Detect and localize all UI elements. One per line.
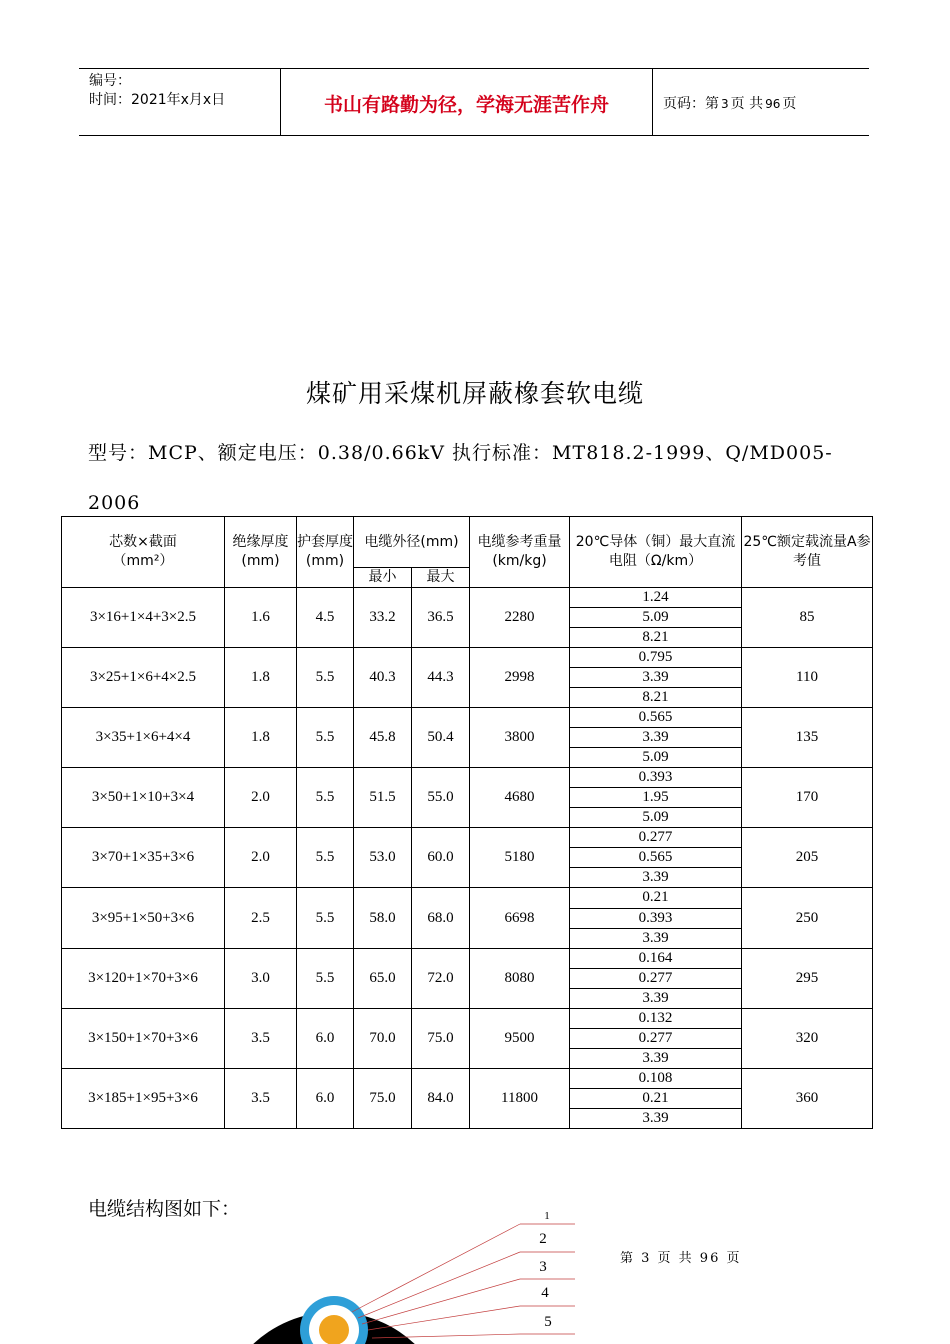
cell-resistance: 0.277 [570,828,742,848]
cell-resistance: 0.795 [570,648,742,668]
document-number-label: 编号： [89,73,131,89]
cell-core-section: 3×95+1×50+3×6 [62,888,225,948]
cell-resistance: 0.132 [570,1008,742,1028]
cell-resistance: 1.24 [570,588,742,608]
cell-weight: 6698 [470,888,570,948]
cell-core-section: 3×35+1×6+4×4 [62,708,225,768]
diagram-label-4: 4 [541,1285,549,1301]
cell-current: 320 [742,1008,873,1068]
cell-sheath: 5.5 [297,768,354,828]
page-number: 3 [721,97,729,111]
header-diameter-max: 最大 [412,568,470,588]
cell-resistance: 3.39 [570,868,742,888]
cell-sheath: 5.5 [297,948,354,1008]
header-current: 25℃额定载流量A参考值 [742,517,873,588]
cell-resistance: 1.95 [570,788,742,808]
cell-current: 135 [742,708,873,768]
table-row [62,948,873,968]
cell-sheath: 5.5 [297,648,354,708]
cell-resistance: 8.21 [570,628,742,648]
cable-spec-table [61,516,873,1129]
header-diameter-min: 最小 [354,568,412,588]
cell-diameter-max: 72.0 [412,948,470,1008]
cell-weight: 3800 [470,708,570,768]
diagram-label-3: 3 [539,1259,547,1275]
cell-sheath: 6.0 [297,1068,354,1128]
diagram-label-1: 1 [544,1210,550,1222]
header-insulation: 绝缘厚度(mm) [225,517,297,588]
header-sheath: 护套厚度(mm) [297,517,354,588]
table-row [62,1068,873,1088]
cell-weight: 9500 [470,1008,570,1068]
diagram-label-2: 2 [539,1231,547,1247]
header-left-block [89,72,225,110]
table-row [62,708,873,728]
cell-resistance: 0.21 [570,1088,742,1108]
header-bottom-rule [79,135,869,136]
cell-current: 205 [742,828,873,888]
leader-diag-4 [368,1306,520,1330]
cell-core-section: 3×25+1×6+4×2.5 [62,648,225,708]
cell-sheath: 4.5 [297,588,354,648]
document-time: 时间：2021年x月x日 [89,92,226,108]
cell-diameter-min: 40.3 [354,648,412,708]
structure-label: 电缆结构图如下： [88,1198,241,1220]
cell-resistance: 0.277 [570,968,742,988]
cell-insulation: 1.6 [225,588,297,648]
cell-weight: 11800 [470,1068,570,1128]
cell-insulation: 2.0 [225,768,297,828]
cell-sheath: 5.5 [297,888,354,948]
cell-diameter-min: 51.5 [354,768,412,828]
table-row [62,588,873,608]
model-spec-line: 型号：MCP、额定电压：0.38/0.66kV 执行标准：MT818.2-1999、Q/MD005-2006 [88,442,833,514]
cell-resistance: 3.39 [570,928,742,948]
cell-sheath: 6.0 [297,1008,354,1068]
cell-resistance: 0.164 [570,948,742,968]
cell-resistance: 0.108 [570,1068,742,1088]
cell-weight: 5180 [470,828,570,888]
cell-diameter-max: 50.4 [412,708,470,768]
leader-diag-3 [362,1279,520,1324]
cell-diameter-min: 70.0 [354,1008,412,1068]
cell-resistance: 0.393 [570,768,742,788]
header-core-unit: （mm²） [112,553,174,569]
cell-resistance: 0.277 [570,1028,742,1048]
header-resistance: 20℃导体（铜）最大直流电阻（Ω/km） [570,517,742,588]
document-title: 煤矿用采煤机屏蔽橡套软电缆 [305,379,644,408]
cell-diameter-min: 75.0 [354,1068,412,1128]
header-motto: 书山有路勤为径，学海无涯苦作舟 [323,94,609,116]
conductor-core [319,1315,349,1344]
cell-sheath: 5.5 [297,708,354,768]
cell-diameter-max: 68.0 [412,888,470,948]
cell-core-section: 3×16+1×4+3×2.5 [62,588,225,648]
cell-resistance: 3.39 [570,1108,742,1128]
leader-diag-1 [352,1224,520,1312]
cell-current: 85 [742,588,873,648]
cell-current: 250 [742,888,873,948]
cell-core-section: 3×70+1×35+3×6 [62,828,225,888]
cell-resistance: 3.39 [570,1048,742,1068]
cell-core-section: 3×120+1×70+3×6 [62,948,225,1008]
cell-diameter-max: 75.0 [412,1008,470,1068]
cell-diameter-max: 36.5 [412,588,470,648]
cable-structure-diagram [0,1200,950,1344]
page-prefix: 页码：第 [663,96,719,112]
header-core-label: 芯数×截面 [109,534,177,550]
cell-diameter-min: 65.0 [354,948,412,1008]
table-row [62,828,873,848]
page-total: 96 [765,97,781,111]
cell-current: 170 [742,768,873,828]
table-row [62,648,873,668]
cell-resistance: 8.21 [570,688,742,708]
cell-resistance: 3.39 [570,668,742,688]
cell-diameter-max: 55.0 [412,768,470,828]
header-weight: 电缆参考重量(km/kg) [470,517,570,588]
cell-current: 110 [742,648,873,708]
cell-weight: 4680 [470,768,570,828]
cell-diameter-max: 84.0 [412,1068,470,1128]
cell-insulation: 3.0 [225,948,297,1008]
cell-insulation: 1.8 [225,648,297,708]
cell-diameter-min: 58.0 [354,888,412,948]
cell-resistance: 0.565 [570,708,742,728]
cell-diameter-min: 53.0 [354,828,412,888]
cell-insulation: 3.5 [225,1068,297,1128]
diagram-label-5: 5 [544,1314,552,1330]
cell-sheath: 5.5 [297,828,354,888]
cell-resistance: 0.565 [570,848,742,868]
page-mid: 页 共 [730,96,764,112]
cell-insulation: 2.0 [225,828,297,888]
cell-insulation: 3.5 [225,1008,297,1068]
cell-core-section: 3×50+1×10+3×4 [62,768,225,828]
cell-diameter-max: 60.0 [412,828,470,888]
cell-core-section: 3×185+1×95+3×6 [62,1068,225,1128]
header-divider-right [652,68,653,136]
header-top-rule [79,68,869,69]
header-page-info [663,93,796,113]
footer-page-number: 第 3 页 共 96 页 [620,1251,742,1266]
header-core-section [62,517,225,588]
cell-current: 295 [742,948,873,1008]
table-row [62,768,873,788]
header-diameter: 电缆外径(mm) [354,517,470,568]
cell-resistance: 0.21 [570,888,742,908]
cell-weight: 2280 [470,588,570,648]
cell-resistance: 5.09 [570,748,742,768]
cell-resistance: 5.09 [570,808,742,828]
spec-table-body [62,588,873,1129]
cell-core-section: 3×150+1×70+3×6 [62,1008,225,1068]
cell-resistance: 3.39 [570,728,742,748]
page-suffix: 页 [782,96,797,112]
cell-insulation: 2.5 [225,888,297,948]
cell-diameter-max: 44.3 [412,648,470,708]
cell-insulation: 1.8 [225,708,297,768]
cell-resistance: 5.09 [570,608,742,628]
cell-diameter-min: 33.2 [354,588,412,648]
leader-diag-2 [358,1252,520,1318]
cell-diameter-min: 45.8 [354,708,412,768]
cell-resistance: 3.39 [570,988,742,1008]
table-row [62,888,873,908]
cell-current: 360 [742,1068,873,1128]
table-row [62,1008,873,1028]
cell-resistance: 0.393 [570,908,742,928]
cell-weight: 8080 [470,948,570,1008]
cell-weight: 2998 [470,648,570,708]
